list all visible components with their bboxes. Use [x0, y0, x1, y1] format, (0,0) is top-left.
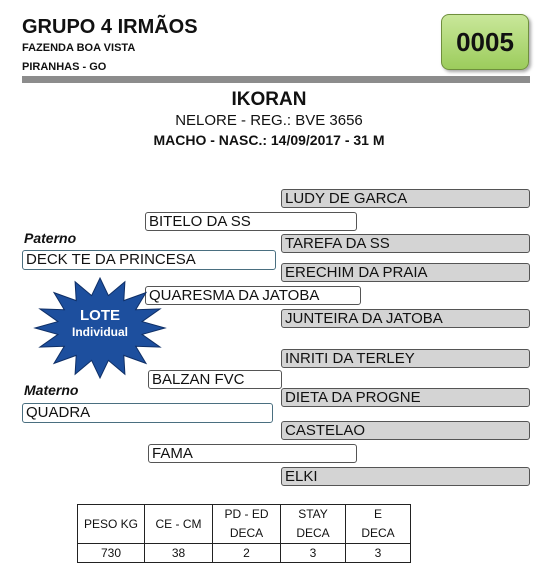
ggp-box: TAREFA DA SS [281, 234, 530, 253]
perf-value: 3 [346, 544, 411, 563]
performance-value-row [78, 544, 411, 563]
perf-header: PD - ED DECA [213, 505, 281, 544]
maternal-label: Materno [24, 382, 79, 398]
dam-box: QUADRA [22, 403, 273, 423]
header-divider [22, 76, 530, 83]
perf-header: STAY DECA [281, 505, 346, 544]
ggp-box: LUDY DE GARCA [281, 189, 530, 208]
ggp-box: INRITI DA TERLEY [281, 349, 530, 368]
badge-line2: Individual [71, 325, 128, 339]
ggp-box: CASTELAO [281, 421, 530, 440]
perf-value: 2 [213, 544, 281, 563]
sire-sire-box: BITELO DA SS [145, 212, 357, 231]
ggp-box: ELKI [281, 467, 530, 486]
sire-box: DECK TE DA PRINCESA [22, 250, 276, 270]
paternal-label: Paterno [24, 230, 77, 246]
animal-name: IKORAN [231, 89, 307, 110]
farm-location: PIRANHAS - GO [22, 61, 107, 73]
performance-header-row [78, 505, 411, 544]
sex-birth-date: MACHO - NASC.: 14/09/2017 - 31 M [153, 132, 385, 148]
ggp-box: JUNTEIRA DA JATOBA [281, 309, 530, 328]
sire-dam-box: QUARESMA DA JATOBA [145, 286, 361, 305]
badge-line1: LOTE [80, 307, 120, 324]
perf-header: E DECA [346, 505, 411, 544]
perf-header: PESO KG [78, 505, 145, 544]
lot-number-badge: 0005 [441, 14, 529, 70]
breed-registration: NELORE - REG.: BVE 3656 [175, 112, 363, 129]
ggp-box: DIETA DA PROGNE [281, 388, 530, 407]
perf-value: 3 [281, 544, 346, 563]
ggp-box: ERECHIM DA PRAIA [281, 263, 530, 282]
perf-value: 38 [145, 544, 213, 563]
farm-name: FAZENDA BOA VISTA [22, 42, 136, 54]
perf-header: CE - CM [145, 505, 213, 544]
dam-sire-box: BALZAN FVC [148, 370, 282, 389]
dam-dam-box: FAMA [148, 444, 357, 463]
perf-value: 730 [78, 544, 145, 563]
group-name: GRUPO 4 IRMÃOS [22, 16, 198, 38]
performance-table [77, 504, 411, 563]
